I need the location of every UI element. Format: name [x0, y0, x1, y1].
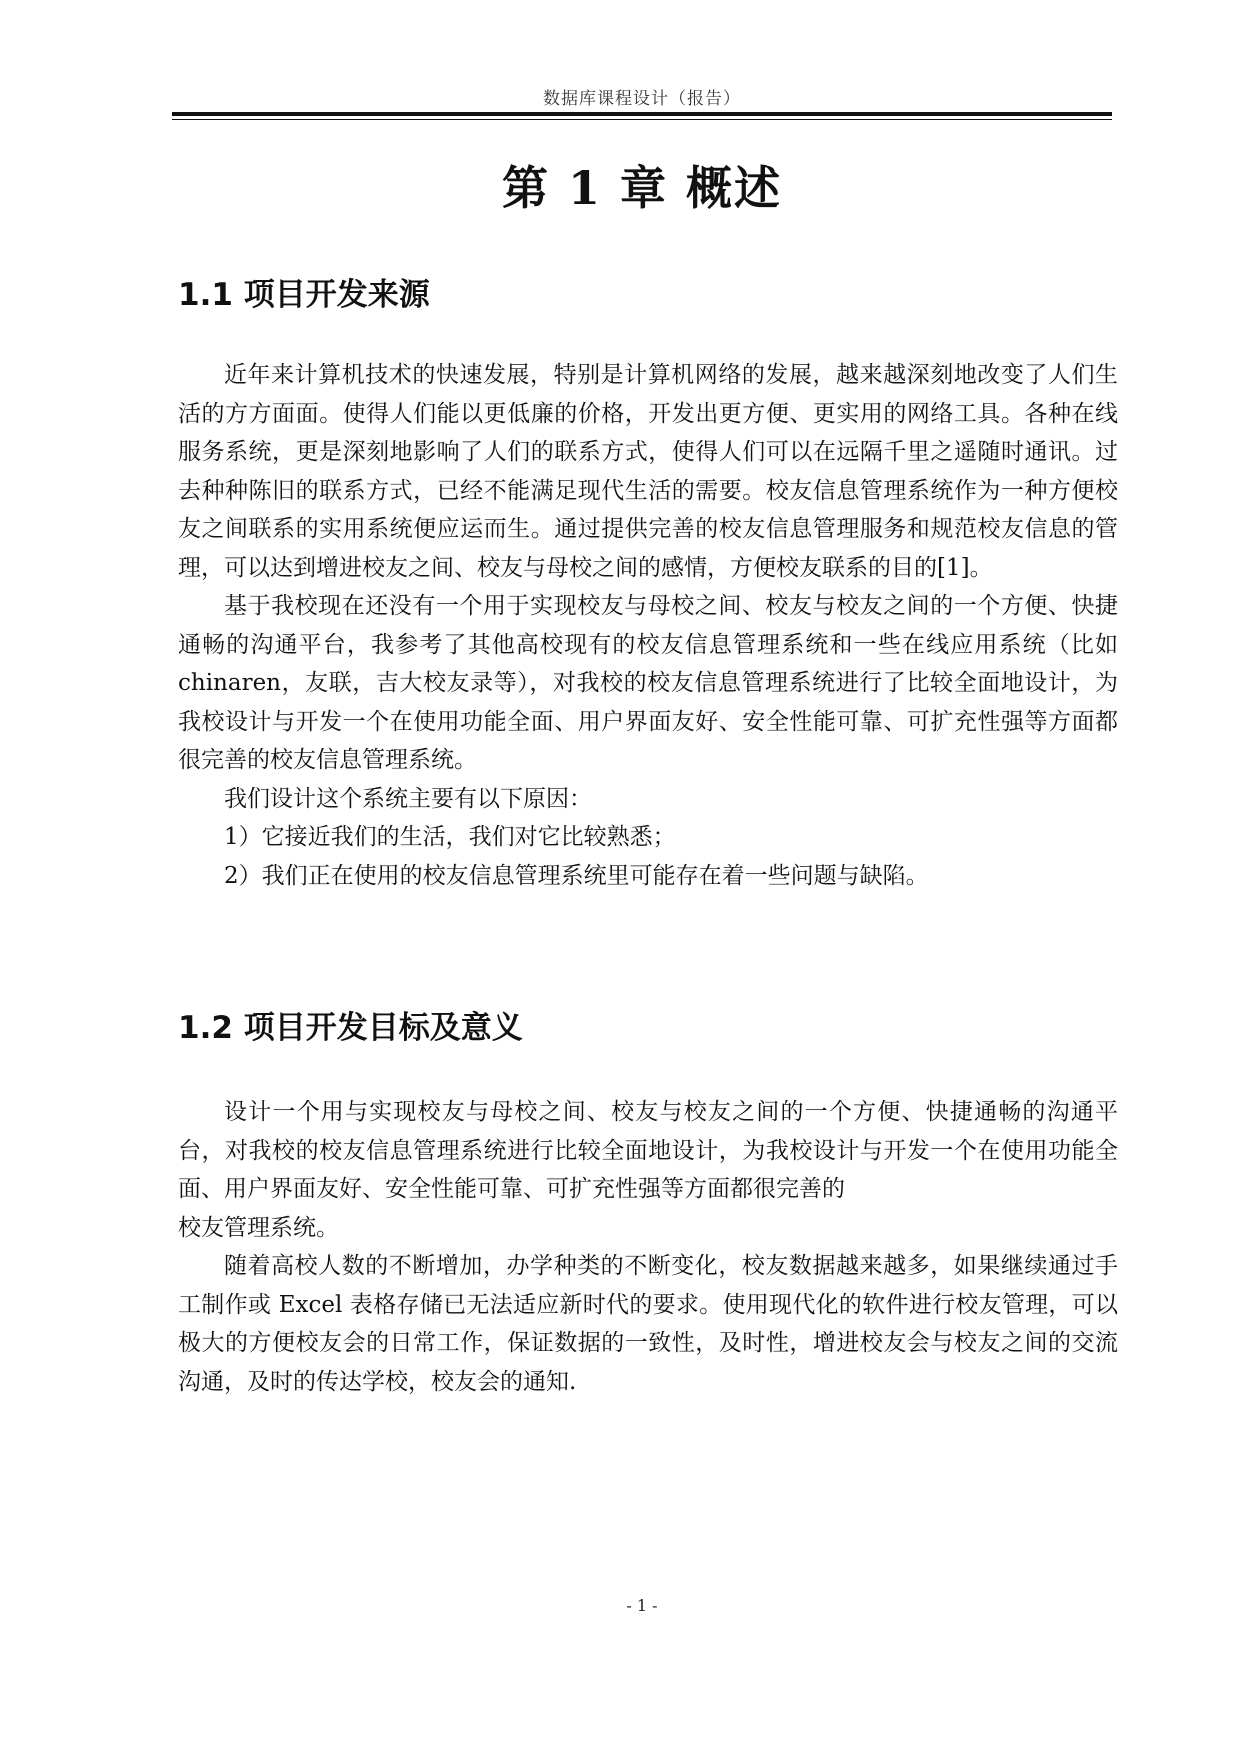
running-header: 数据库课程设计（报告）	[543, 89, 741, 109]
section-body-1-1	[178, 356, 1118, 895]
paragraph: 近年来计算机技术的快速发展，特别是计算机网络的发展，越来越深刻地改变了人们生活的方方面面。使得人们能以更低廉的价格，开发出更方便、更实用的网络工具。各种在线服务系统，更是深刻地影响了人们的联系方式，使得人们可以在远隔千里之遥随时通讯。过去种种陈旧的联系方式，已经不能满足现代生活的需要。校友信息管理系统作为一种方便校友之间联系的实用系统便应运而生。通过提供完善的校友信息管理服务和规范校友信息的管理，可以达到增进校友之间、校友与母校之间的感情，方便校友联系的目的[1]。	[178, 362, 1118, 581]
paragraph: 随着高校人数的不断增加，办学种类的不断变化，校友数据越来越多，如果继续通过手工制作或 Excel 表格存储已无法适应新时代的要求。使用现代化的软件进行校友管理，可以极大的方便校友会的日常工作，保证数据的一致性，及时性，增进校友会与校友之间的交流沟通，及时的传达学校，校友会的通知.	[178, 1253, 1118, 1395]
paragraph: 校友管理系统。	[178, 1214, 339, 1241]
chapter-title: 第 1 章 概述	[501, 161, 783, 215]
paragraph: 我们设计这个系统主要有以下原因：	[224, 785, 592, 812]
section-heading-1-2: 1.2 项目开发目标及意义	[178, 1010, 523, 1046]
paragraph: 基于我校现在还没有一个用于实现校友与母校之间、校友与校友之间的一个方便、快捷通畅的沟通平台，我参考了其他高校现有的校友信息管理系统和一些在线应用系统（比如 chinaren，友联，吉大校友录等），对我校的校友信息管理系统进行了比较全面地设计，为我校设计与开发一个在使用功能全面、用户界面友好、安全性能可靠、可扩充性强等方面都很完善的校友信息管理系统。	[178, 593, 1118, 773]
section-body-1-2	[178, 1093, 1118, 1401]
list-item: 1）它接近我们的生活，我们对它比较熟悉；	[224, 824, 676, 850]
header-rule-thick	[172, 112, 1112, 116]
list-item: 2）我们正在使用的校友信息管理系统里可能存在着一些问题与缺陷。	[224, 862, 929, 889]
header-rule-thin	[172, 119, 1112, 120]
paragraph: 设计一个用与实现校友与母校之间、校友与校友之间的一个方便、快捷通畅的沟通平台，对我校的校友信息管理系统进行比较全面地设计，为我校设计与开发一个在使用功能全面、用户界面友好、安全性能可靠、可扩充性强等方面都很完善的	[178, 1099, 1118, 1202]
section-heading-1-1: 1.1 项目开发来源	[178, 277, 430, 313]
page-number: - 1 -	[626, 1596, 658, 1615]
